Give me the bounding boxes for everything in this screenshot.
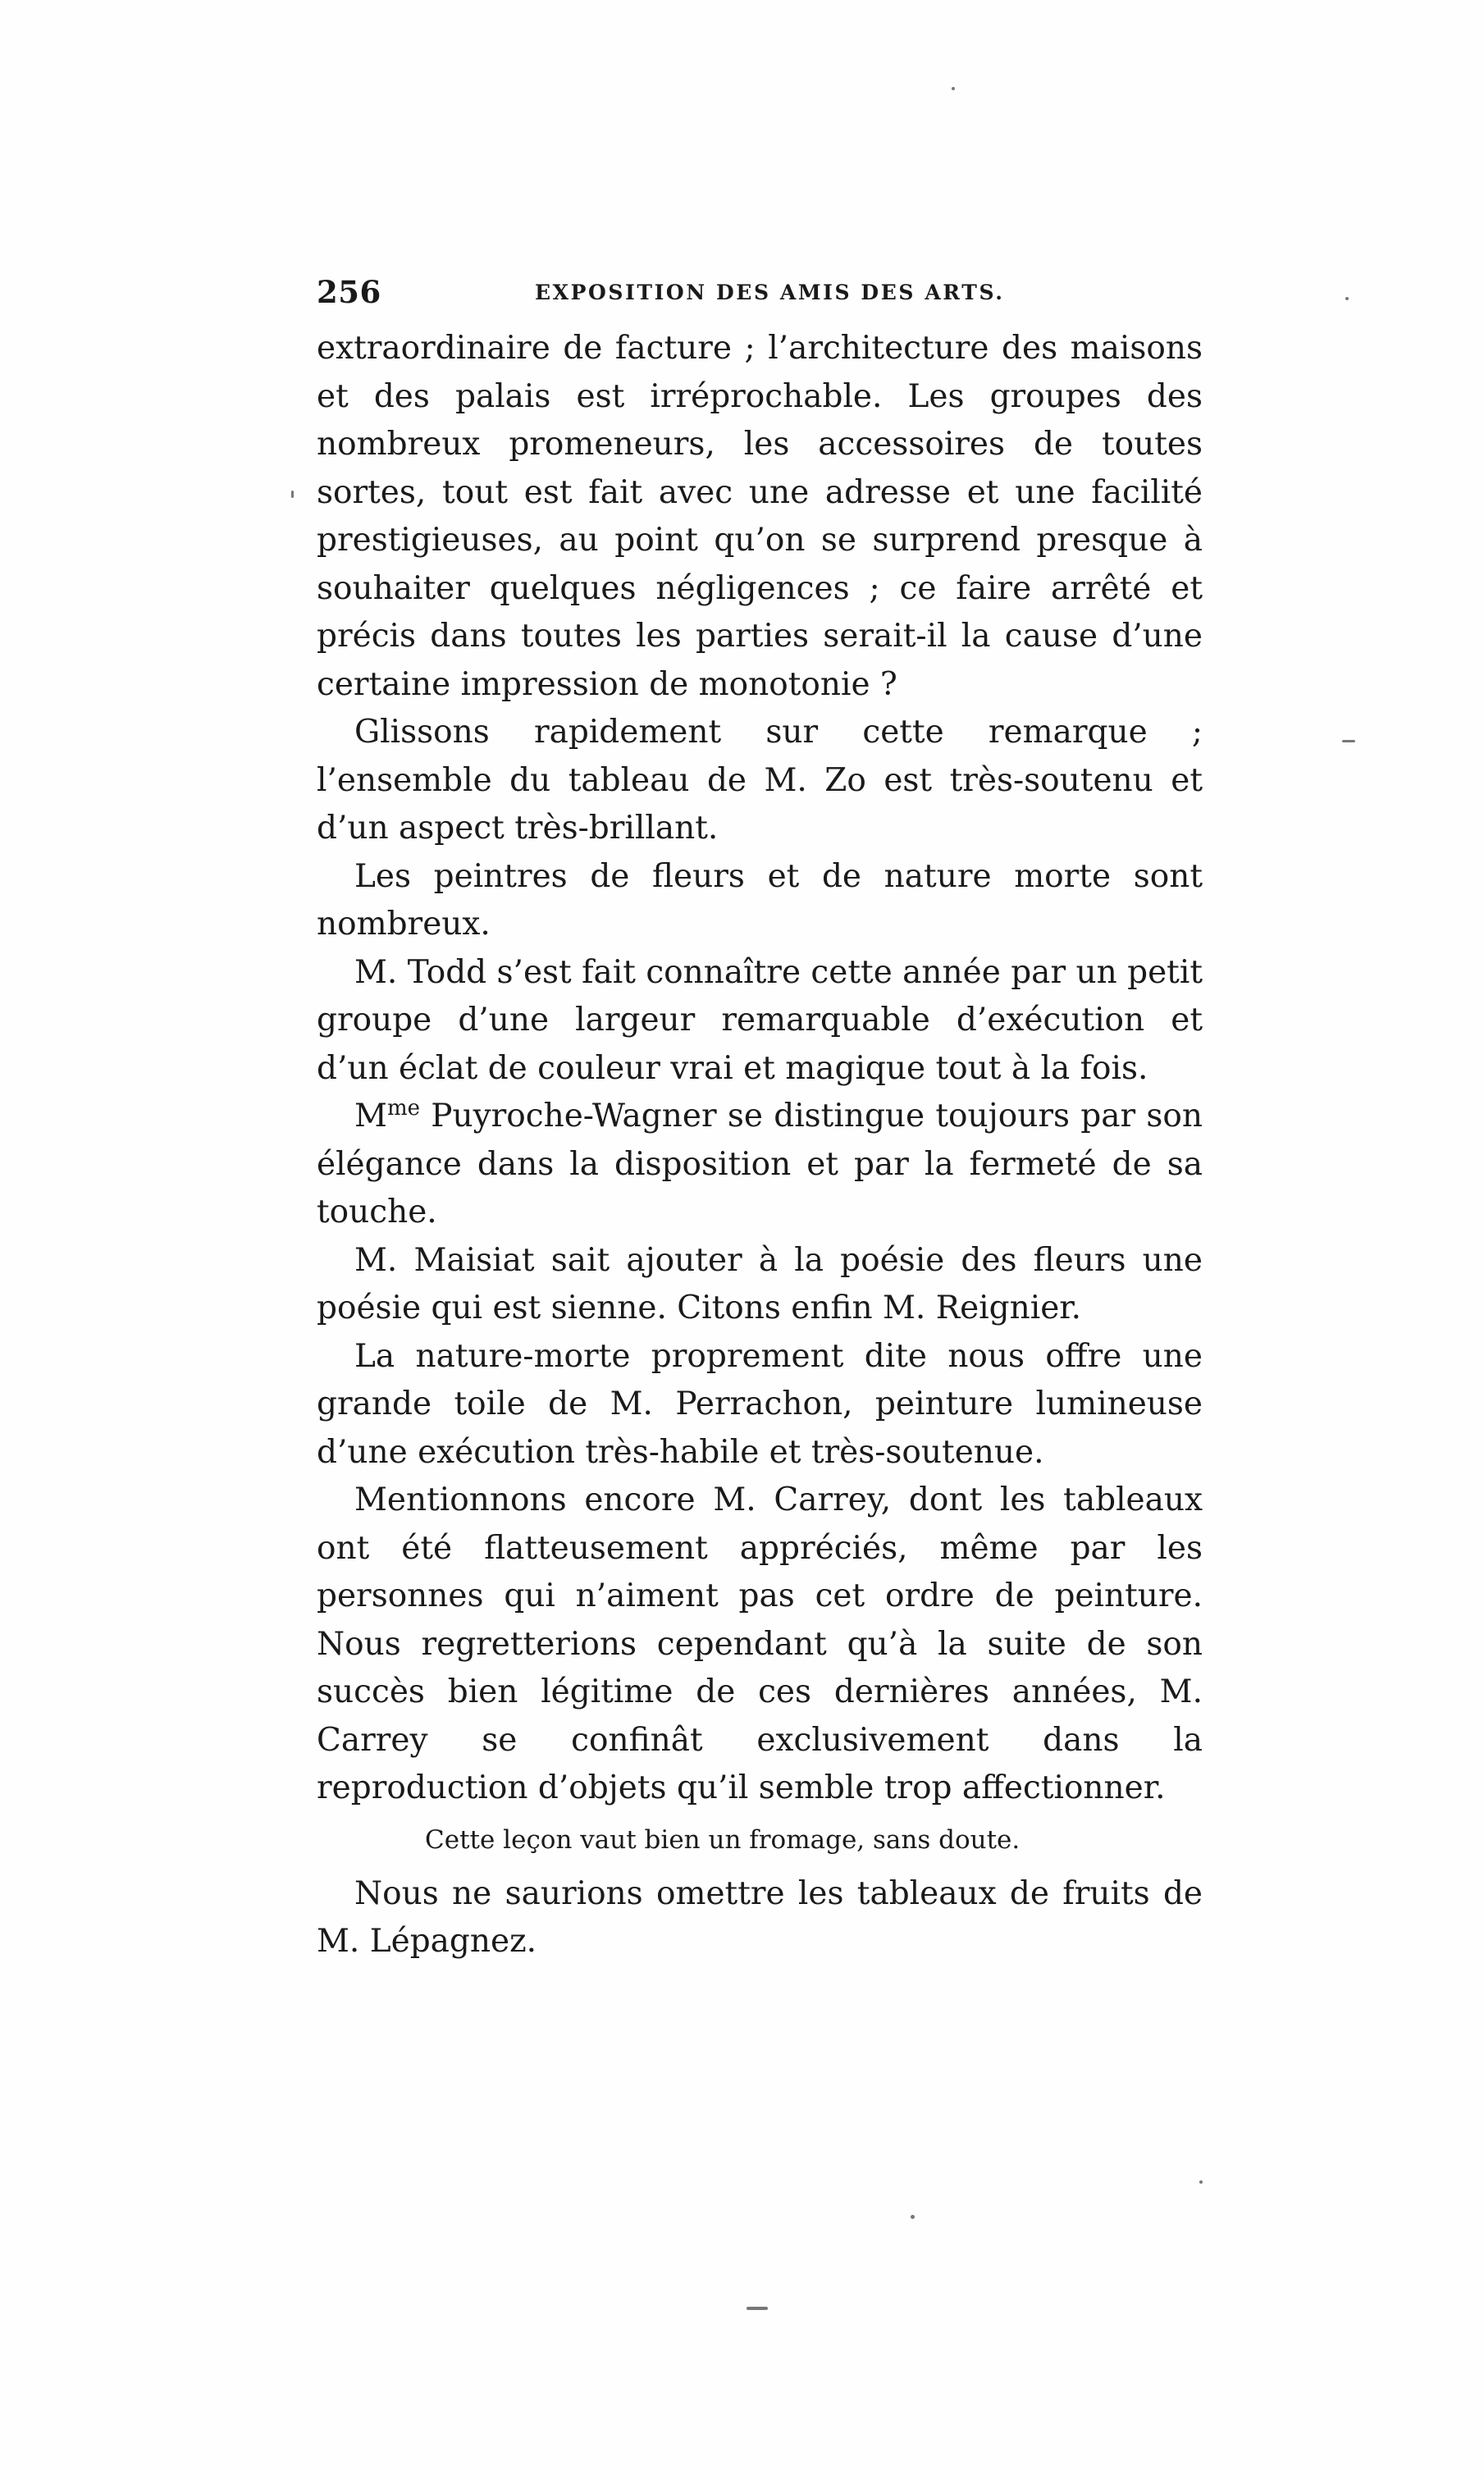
paragraph-lepagnez: Nous ne saurions omettre les tableaux de fruits de M. Lépagnez. xyxy=(317,1874,1203,1960)
scan-speck xyxy=(952,87,955,90)
scan-speck xyxy=(747,2307,768,2310)
page-header xyxy=(317,274,1203,310)
paragraph-zo: Glissons rapidement sur cette remarque ; l’ensemble du tableau de M. Zo est très-soutenu et d’un aspect très-brillant. xyxy=(317,714,1203,847)
scan-speck xyxy=(911,2215,915,2219)
scan-speck xyxy=(291,491,294,498)
body-text xyxy=(317,325,1203,1966)
running-title: EXPOSITION DES AMIS DES ARTS. xyxy=(535,281,1005,304)
scan-speck xyxy=(1342,740,1355,742)
title-superscript: me xyxy=(386,1096,420,1121)
paragraph-flower-painters: Les peintres de fleurs et de nature morte sont nombreux. xyxy=(317,857,1203,943)
scan-speck xyxy=(1199,2180,1203,2184)
page-number: 256 xyxy=(317,274,381,310)
paragraph-maisiat: M. Maisiat sait ajouter à la poésie des fleurs une poésie qui est sienne. Citons enfin M. Reignier. xyxy=(317,1241,1203,1326)
paragraph-todd: M. Todd s’est fait connaître cette année par un petit groupe d’une largeur remarquable d’exécution et d’un éclat de couleur vrai et magique tout à la fois. xyxy=(317,953,1203,1087)
title-prefix: M xyxy=(354,1098,387,1134)
paragraph-architecture: extraordinaire de facture ; l’architecture des maisons et des palais est irréprochable. Les groupes des nombreux promeneurs, les accessoires de toutes sortes, tout est fait avec une adresse et une facilité prestigieuses, au point qu’on se surprend presque à souhaiter quelques négligences ; ce faire arrêté et précis dans toutes les parties serait-il la cause d’une certaine impression de monotonie ? xyxy=(317,330,1203,703)
paragraph-puyroche-wagner xyxy=(317,1093,1203,1237)
paragraph-carrey: Mentionnons encore M. Carrey, dont les tableaux ont été flatteusement appréciés, même par les personnes qui n’aiment pas cet ordre de peinture. Nous regretterions cependant qu’à la suite de son succès bien légitime de ces dernières années, M. Carrey se confinât exclusivement dans la reproduction d’objets qu’il semble trop affectionner. xyxy=(317,1481,1203,1806)
paragraph-perrachon: La nature-morte proprement dite nous offre une grande toile de M. Perrachon, peinture lumineuse d’une exécution très-habile et très-soutenue. xyxy=(317,1337,1203,1471)
scan-speck xyxy=(1345,297,1349,300)
paragraph-text: Puyroche-Wagner se distingue toujours par son élégance dans la disposition et par la fermeté de sa touche. xyxy=(317,1098,1203,1230)
quotation: Cette leçon vaut bien un fromage, sans doute. xyxy=(425,1824,1021,1855)
